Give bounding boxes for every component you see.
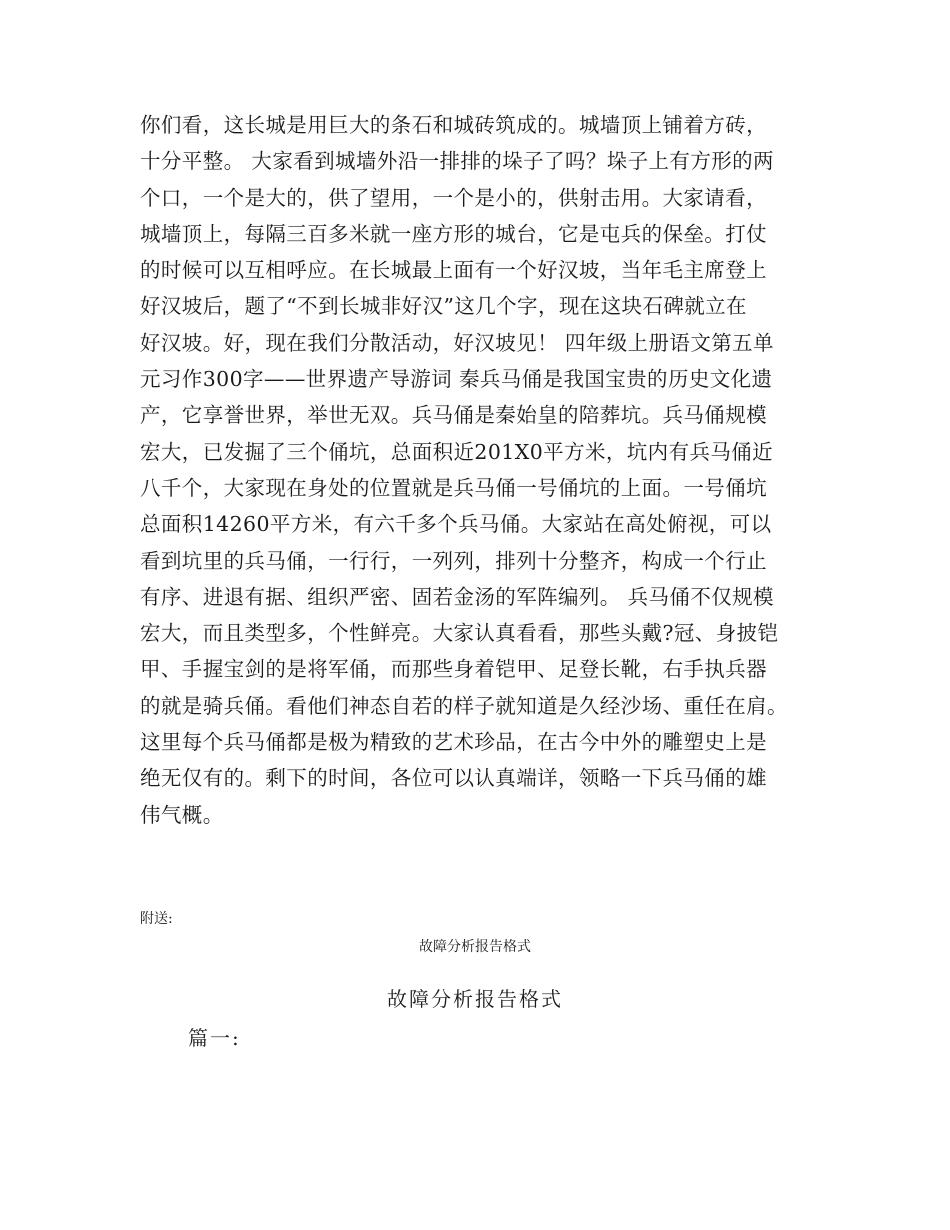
body-line: 的就是骑兵俑。看他们神态自若的样子就知道是久经沙场、重任在肩。: [140, 693, 788, 718]
body-line: 绝无仅有的。剩下的时间，各位可以认真端详，领略一下兵马俑的雄: [140, 766, 767, 791]
body-line: 伟气概。: [140, 802, 224, 827]
body-line: 宏大，而且类型多，个性鲜亮。大家认真看看，那些头戴?冠、身披铠: [140, 621, 779, 646]
body-line: 的时候可以互相呼应。在长城最上面有一个好汉坡，当年毛主席登上: [140, 258, 767, 283]
body-line: 个口，一个是大的，供了望用，一个是小的，供射击用。大家请看，: [140, 185, 767, 210]
section-label: 篇一:: [188, 1026, 241, 1050]
body-line: 城墙顶上，每隔三百多米就一座方形的城台，它是屯兵的保垒。打仗: [140, 221, 767, 246]
report-title: 故障分析报告格式: [387, 987, 563, 1011]
body-line: 有序、进退有据、组织严密、固若金汤的军阵编列。 兵马俑不仅规模: [140, 584, 774, 609]
body-line: 这里每个兵马俑都是极为精致的艺术珍品，在古今中外的雕塑史上是: [140, 730, 767, 755]
body-line: 好汉坡。好，现在我们分散活动，好汉坡见！ 四年级上册语文第五单: [140, 330, 774, 355]
body-line: 你们看，这长城是用巨大的条石和城砖筑成的。城墙顶上铺着方砖，: [140, 113, 767, 137]
body-paragraph: [140, 107, 810, 833]
body-line: 宏大，已发掘了三个俑坑，总面积近201X0平方米，坑内有兵马俑近: [140, 439, 774, 464]
appendix-label: 附送:: [140, 911, 173, 927]
body-line: 看到坑里的兵马俑，一行行，一列列，排列十分整齐，构成一个行止: [140, 548, 767, 573]
document-header-title: 故障分析报告格式: [419, 939, 531, 955]
body-line: 好汉坡后，题了“不到长城非好汉”这几个字，现在这块石碑就立在: [140, 294, 747, 319]
body-line: 产，它享誉世界，举世无双。兵马俑是秦始皇的陪葬坑。兵马俑规模: [140, 403, 767, 428]
body-line: 甲、手握宝剑的是将军俑，而那些身着铠甲、足登长靴，右手执兵器: [140, 657, 767, 682]
body-line: 十分平整。 大家看到城墙外沿一排排的垛子了吗？垛子上有方形的两: [140, 149, 774, 174]
body-line: 总面积14260平方米，有六千多个兵马俑。大家站在高处俯视，可以: [140, 512, 772, 537]
body-line: 元习作300字——世界遗产导游词 秦兵马俑是我国宝贵的历史文化遗: [140, 367, 773, 392]
body-line: 八千个，大家现在身处的位置就是兵马俑一号俑坑的上面。一号俑坑: [140, 475, 767, 500]
